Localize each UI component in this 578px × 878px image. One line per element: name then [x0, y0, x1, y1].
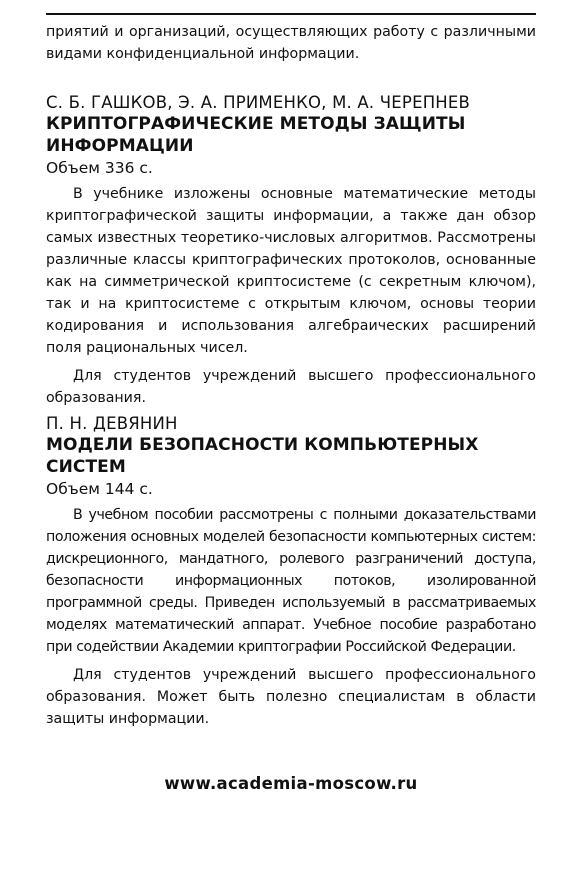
book-entry: [46, 413, 536, 730]
book-audience: Для студентов учреждений высшего профессионального образования. Может быть полезно специалистам в области защиты информации.: [46, 667, 536, 727]
book-description: В учебном пособии рассмотрены с полными доказательствами положения основных моделей безопасности компьютерных систем: дискреционного, мандатного, ролевого разграничений доступа, безопасности информационных потоков, изолированной программной среды. Приведен используемый в рассматриваемых моделях математический аппарат. Учебное пособие разработано при содействии Академии криптографии Российской Федерации.: [46, 507, 536, 655]
book-audience: Для студентов учреждений высшего профессионального образования.: [46, 368, 536, 406]
book-entry: [46, 92, 536, 409]
book-authors: П. Н. ДЕВЯНИН: [46, 414, 178, 433]
book-volume: Объем 144 с.: [46, 480, 153, 498]
book-description: В учебнике изложены основные математические методы криптографической защиты информации, а также дан обзор самых известных теоретико-числовых алгоритмов. Рассмотрены различные классы криптографических протоколов, основанные как на симметрической криптосистеме (с секретным ключом), так и на криптосистеме с открытым ключом, основы теории кодирования и использования алгебраических расширений поля рациональных чисел.: [46, 186, 536, 356]
book-authors: С. Б. ГАШКОВ, Э. А. ПРИМЕНКО, М. А. ЧЕРЕПНЕВ: [46, 93, 471, 112]
top-rule: [46, 13, 536, 15]
book-volume: Объем 336 с.: [46, 159, 153, 177]
carryover-paragraph: приятий и организаций, осуществляющих работу с различными видами конфиденциальной информации.: [46, 24, 536, 62]
book-title: МОДЕЛИ БЕЗОПАСНОСТИ КОМПЬЮТЕРНЫХ СИСТЕМ: [46, 435, 479, 477]
book-title: КРИПТОГРАФИЧЕСКИЕ МЕТОДЫ ЗАЩИТЫ ИНФОРМАЦИИ: [46, 114, 466, 156]
publisher-website-link[interactable]: www.academia-moscow.ru: [164, 774, 418, 793]
